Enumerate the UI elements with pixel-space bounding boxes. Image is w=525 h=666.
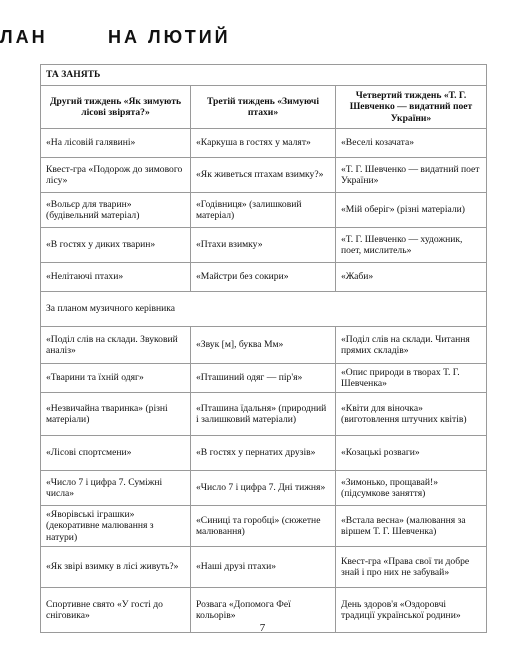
table-row xyxy=(41,263,487,292)
table-cell: «Т. Г. Шевченко — видатний поет України» xyxy=(336,158,487,193)
table-row xyxy=(41,547,487,588)
table-cell: «Т. Г. Шевченко — художник, поет, мислитель» xyxy=(336,228,487,263)
table-cell: «Незвичайна тваринка» (різні матеріали) xyxy=(41,393,191,436)
table-cell: «Як живеться птахам взимку?» xyxy=(191,158,336,193)
table-cell: «Годівниця» (залишковий матеріал) xyxy=(191,193,336,228)
music-note: За планом музичного керівника xyxy=(41,292,487,327)
table-cell: «Опис природи в творах Т. Г. Шевченка» xyxy=(336,364,487,393)
table-cell: «Лісові спортсмени» xyxy=(41,436,191,471)
table-cell: «Квіти для віночка» (виготовлення штучних квітів) xyxy=(336,393,487,436)
title-word-plan: ЛАН xyxy=(0,27,48,47)
table-cell: Спортивне свято «У гості до сніговика» xyxy=(41,588,191,633)
table-cell: «Тварини та їхній одяг» xyxy=(41,364,191,393)
column-header-week2: Другий тиждень «Як зимують лісові звірята?» xyxy=(41,86,191,129)
table-cell: «Пташина їдальня» (природний і залишковий матеріали) xyxy=(191,393,336,436)
table-cell: «Наші друзі птахи» xyxy=(191,547,336,588)
table-row xyxy=(41,436,487,471)
table-cell: «Вольєр для тварин» (будівельний матеріал) xyxy=(41,193,191,228)
table-row xyxy=(41,471,487,506)
table-cell: «Зимонько, прощавай!» (підсумкове заняття) xyxy=(336,471,487,506)
table-cell: День здоров'я «Оздоровчі традиції української родини» xyxy=(336,588,487,633)
table-cell: «Каркуша в гостях у малят» xyxy=(191,129,336,158)
table-cell: «Яворівські іграшки» (декоративне малювання з натури) xyxy=(41,506,191,547)
table-cell: «Поділ слів на склади. Читання прямих складів» xyxy=(336,327,487,364)
section-title: ТА ЗАНЯТЬ xyxy=(41,65,487,86)
section-title-row xyxy=(41,65,487,86)
table-cell: «Мій оберіг» (різні матеріали) xyxy=(336,193,487,228)
table-cell: «На лісовій галявині» xyxy=(41,129,191,158)
table-row xyxy=(41,506,487,547)
table-cell: «Звук [м], буква Мм» xyxy=(191,327,336,364)
table-cell: «В гостях у пернатих друзів» xyxy=(191,436,336,471)
table-row xyxy=(41,129,487,158)
table-cell: «Жаби» xyxy=(336,263,487,292)
table-row xyxy=(41,393,487,436)
table-cell: «Встала весна» (малювання за віршем Т. Г. Шевченка) xyxy=(336,506,487,547)
table-row xyxy=(41,228,487,263)
table-cell: «Синиці та горобці» (сюжетне малювання) xyxy=(191,506,336,547)
table-cell: «Як звірі взимку в лісі живуть?» xyxy=(41,547,191,588)
table-cell: «Птахи взимку» xyxy=(191,228,336,263)
music-note-row xyxy=(41,292,487,327)
table-cell: «Пташиний одяг — пір'я» xyxy=(191,364,336,393)
table-row xyxy=(41,327,487,364)
table-cell: Квест-гра «Права свої ти добре знай і про них не забувай» xyxy=(336,547,487,588)
table-cell: «Число 7 і цифра 7. Суміжні числа» xyxy=(41,471,191,506)
table-row xyxy=(41,158,487,193)
table-cell: «Козацькі розваги» xyxy=(336,436,487,471)
table-cell: Квест-гра «Подорож до зимового лісу» xyxy=(41,158,191,193)
column-header-week3: Третій тиждень «Зимуючі птахи» xyxy=(191,86,336,129)
page-number: 7 xyxy=(259,622,266,634)
plan-table xyxy=(40,64,487,633)
title-word-month: НА ЛЮТИЙ xyxy=(108,27,231,47)
table-cell: «Майстри без сокири» xyxy=(191,263,336,292)
table-cell: Розвага «Допомога Феї кольорів» xyxy=(191,588,336,633)
table-cell: «Поділ слів на склади. Звуковий аналіз» xyxy=(41,327,191,364)
table-cell: «Число 7 і цифра 7. Дні тижня» xyxy=(191,471,336,506)
table-cell: «Веселі козачата» xyxy=(336,129,487,158)
table-cell: «Нелітаючі птахи» xyxy=(41,263,191,292)
column-header-row xyxy=(41,86,487,129)
column-header-week4: Четвертий тиждень «Т. Г. Шевченко — видатний поет України» xyxy=(336,86,487,129)
table-cell: «В гостях у диких тварин» xyxy=(41,228,191,263)
table-row xyxy=(41,193,487,228)
table-row xyxy=(41,364,487,393)
